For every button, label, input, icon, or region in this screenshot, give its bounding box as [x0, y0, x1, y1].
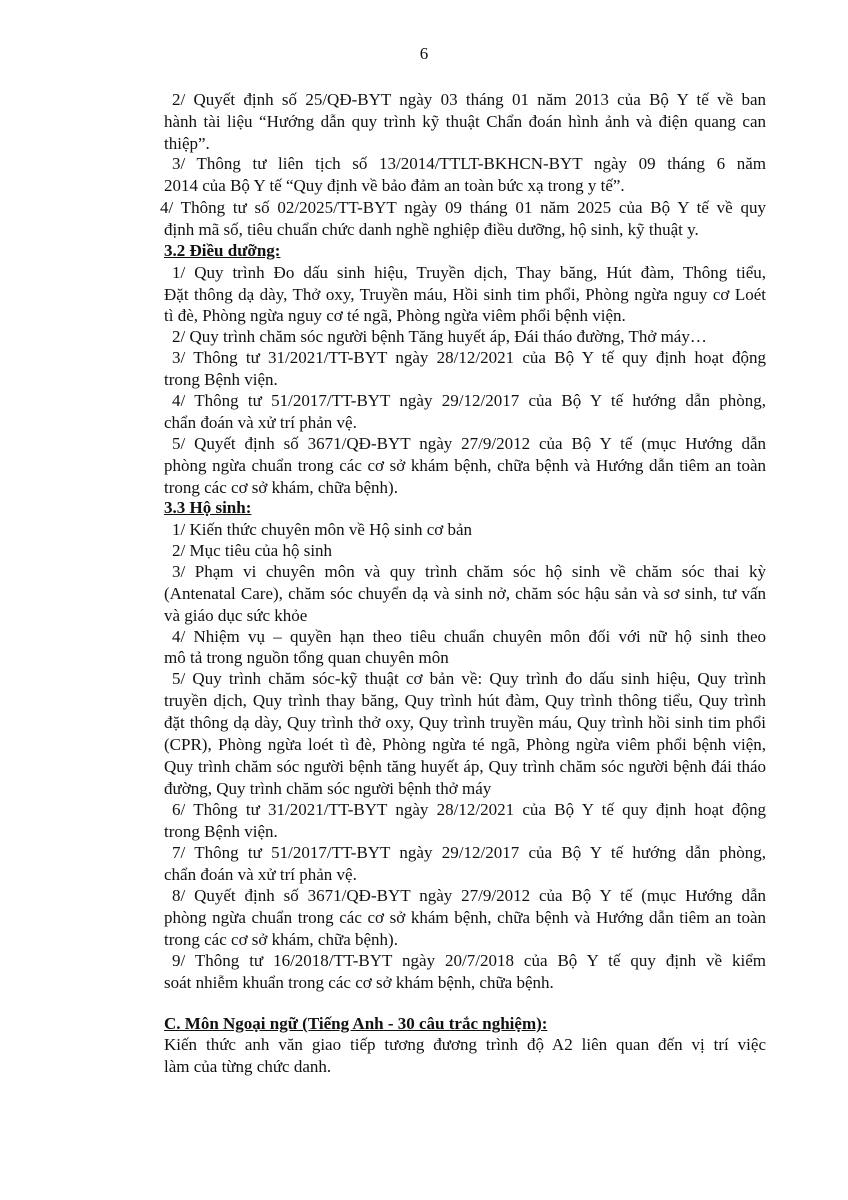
text-line: trong các cơ sở khám, chữa bệnh). [164, 930, 398, 949]
text-line: 8/ Quyết định số 3671/QĐ-BYT ngày 27/9/2012 của Bộ Y tế (mục Hướng dẫn [172, 886, 766, 905]
text-line: (CPR), Phòng ngừa loét tì đè, Phòng ngừa té ngã, Phòng ngừa viêm phổi bệnh viện, [164, 735, 766, 754]
text-line: 5/ Quyết định số 3671/QĐ-BYT ngày 27/9/2012 của Bộ Y tế (mục Hướng dẫn [172, 434, 766, 453]
text-line: 9/ Thông tư 16/2018/TT-BYT ngày 20/7/2018 của Bộ Y tế quy định về kiểm [172, 951, 766, 970]
text-line: tì đè, Phòng ngừa nguy cơ té ngã, Phòng ngừa viêm phổi bệnh viện. [164, 306, 626, 325]
text-line: 2014 của Bộ Y tế “Quy định về bảo đảm an toàn bức xạ trong y tế”. [164, 176, 625, 195]
text-line: 6/ Thông tư 31/2021/TT-BYT ngày 28/12/2021 của Bộ Y tế quy định hoạt động [172, 800, 766, 819]
text-line: 3/ Phạm vi chuyên môn và quy trình chăm sóc hộ sinh về chăm sóc thai kỳ [172, 562, 766, 581]
text-line: 4/ Thông tư 51/2017/TT-BYT ngày 29/12/2017 của Bộ Y tế hướng dẫn phòng, [172, 391, 766, 410]
text-line: Quy trình chăm sóc người bệnh tăng huyết áp, Quy trình chăm sóc người bệnh đái tháo [164, 757, 766, 776]
text-line: soát nhiễm khuẩn trong các cơ sở khám bệnh, chữa bệnh. [164, 973, 554, 992]
text-line: 3/ Thông tư 31/2021/TT-BYT ngày 28/12/2021 của Bộ Y tế quy định hoạt động [172, 348, 766, 367]
text-line: đặt thông dạ dày, Quy trình thở oxy, Quy trình truyền máu, Quy trình hồi sinh tim phổi [164, 713, 766, 732]
text-line: 2/ Quyết định số 25/QĐ-BYT ngày 03 tháng 01 năm 2013 của Bộ Y tế về ban [172, 90, 766, 109]
text-line: trong các cơ sở khám, chữa bệnh). [164, 478, 398, 497]
page-number: 6 [419, 44, 429, 63]
text-line: 5/ Quy trình chăm sóc-kỹ thuật cơ bản về: Quy trình đo dấu sinh hiệu, Quy trình [172, 669, 766, 688]
text-line: chẩn đoán và xử trí phản vệ. [164, 865, 357, 884]
text-line: 4/ Nhiệm vụ – quyền hạn theo tiêu chuẩn chuyên môn đối với nữ hộ sinh theo [172, 627, 766, 646]
text-line: phòng ngừa chuẩn trong các cơ sở khám bệnh, chữa bệnh và Hướng dẫn tiêm an toàn [164, 456, 766, 475]
text-line: mô tả trong nguồn tổng quan chuyên môn [164, 648, 449, 667]
text-line: phòng ngừa chuẩn trong các cơ sở khám bệnh, chữa bệnh và Hướng dẫn tiêm an toàn [164, 908, 766, 927]
text-line: làm của từng chức danh. [164, 1057, 332, 1076]
text-line: định mã số, tiêu chuẩn chức danh nghề nghiệp điều dưỡng, hộ sinh, kỹ thuật y. [164, 220, 699, 239]
section-heading: 3.2 Điều dưỡng: [164, 241, 281, 260]
text-line: 1/ Kiến thức chuyên môn về Hộ sinh cơ bản [172, 520, 473, 539]
text-line: thiệp”. [164, 134, 210, 153]
text-line: 4/ Thông tư số 02/2025/TT-BYT ngày 09 tháng 01 năm 2025 của Bộ Y tế về quy [160, 198, 766, 217]
text-line: 7/ Thông tư 51/2017/TT-BYT ngày 29/12/2017 của Bộ Y tế hướng dẫn phòng, [172, 843, 766, 862]
text-line: Đặt thông dạ dày, Thở oxy, Truyền máu, Hồi sinh tim phổi, Phòng ngừa nguy cơ Loét [164, 285, 766, 304]
text-line: 2/ Quy trình chăm sóc người bệnh Tăng huyết áp, Đái tháo đường, Thở máy… [172, 327, 707, 346]
text-line: đường, Quy trình chăm sóc người bệnh thở máy [164, 779, 492, 798]
text-line: và giáo dục sức khỏe [164, 606, 308, 625]
section-heading: C. Môn Ngoại ngữ (Tiếng Anh - 30 câu trắc nghiệm): [164, 1014, 548, 1033]
text-line: trong Bệnh viện. [164, 822, 278, 841]
text-line: hành tài liệu “Hướng dẫn quy trình kỹ thuật Chẩn đoán hình ảnh và điện quang can [164, 112, 766, 131]
text-line: chẩn đoán và xử trí phản vệ. [164, 413, 357, 432]
text-line: trong Bệnh viện. [164, 370, 278, 389]
text-line: (Antenatal Care), chăm sóc chuyển dạ và sinh nở, chăm sóc hậu sản và sơ sinh, tư vấn [164, 584, 766, 603]
text-line: 2/ Mục tiêu của hộ sinh [172, 541, 333, 560]
text-line: Kiến thức anh văn giao tiếp tương đương trình độ A2 liên quan đến vị trí việc [164, 1035, 766, 1054]
section-heading: 3.3 Hộ sinh: [164, 498, 252, 517]
text-line: 3/ Thông tư liên tịch số 13/2014/TTLT-BKHCN-BYT ngày 09 tháng 6 năm [172, 154, 766, 173]
text-line: 1/ Quy trình Đo dấu sinh hiệu, Truyền dịch, Thay băng, Hút đàm, Thông tiểu, [172, 263, 766, 282]
text-line: truyền dịch, Quy trình thay băng, Quy trình hút đàm, Quy trình thông tiểu, Quy trình [164, 691, 766, 710]
